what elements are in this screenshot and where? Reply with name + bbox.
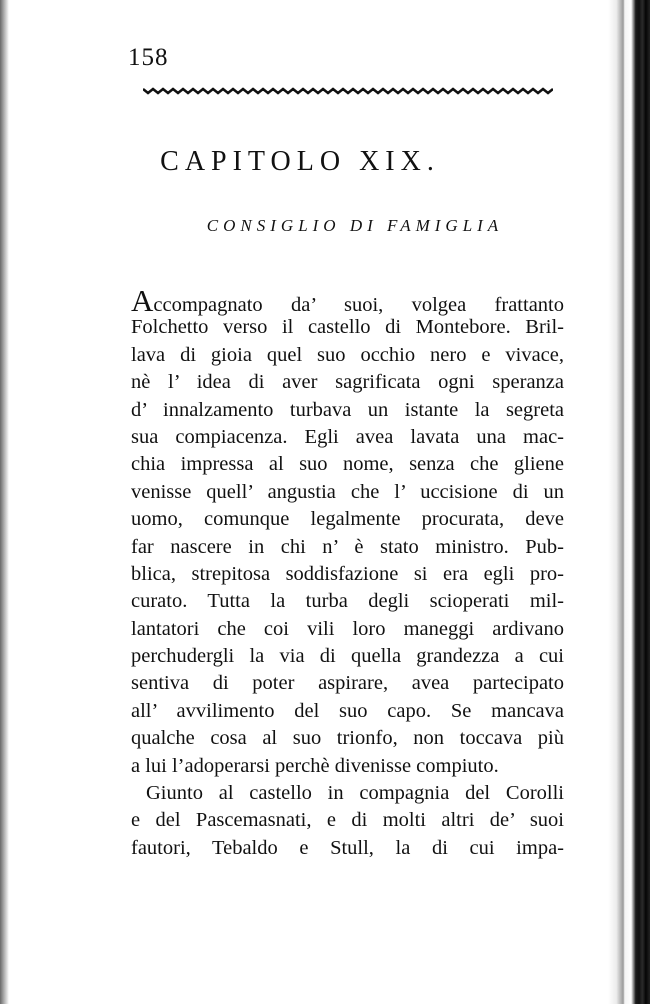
- text-line: sentiva di poter aspirare, avea partecipato: [131, 672, 564, 695]
- initial-letter: A: [131, 283, 154, 318]
- text-line: uomo, comunque legalmente procurata, deve: [131, 508, 564, 531]
- text-line: Accompagnato da’ suoi, volgea frattanto: [131, 283, 564, 318]
- text-line: Giunto al castello in compagnia del Corolli: [146, 782, 564, 805]
- text-line: qualche cosa al suo trionfo, non toccava più: [131, 727, 564, 750]
- chapter-heading: CAPITOLO XIX.: [160, 146, 440, 177]
- text-line: lava di gioia quel suo occhio nero e vivace,: [131, 343, 564, 366]
- text-line: blica, strepitosa soddisfazione si era egli pro-: [131, 562, 564, 585]
- page-number: 158: [128, 44, 169, 71]
- text-line: fautori, Tebaldo e Stull, la di cui impa-: [131, 836, 564, 859]
- text-line: nè l’ idea di aver sagrificata ogni speranza: [131, 371, 564, 394]
- text-line: sua compiacenza. Egli avea lavata una mac-: [131, 425, 564, 448]
- text-line: chia impressa al suo nome, senza che gliene: [131, 453, 564, 476]
- text-line: d’ innalzamento turbava un istante la segreta: [131, 398, 564, 421]
- text-line: venisse quell’ angustia che l’ uccisione di un: [131, 480, 564, 503]
- text-line: perchudergli la via di quella grandezza a cui: [131, 645, 564, 668]
- text-line: Folchetto verso il castello di Montebore. Bril-: [131, 316, 564, 339]
- text-line: lantatori che coi vili loro maneggi ardivano: [131, 617, 564, 640]
- text-line: far nascere in chi n’ è stato ministro. Pub-: [131, 535, 564, 558]
- chapter-subtitle: CONSIGLIO DI FAMIGLIA: [206, 216, 504, 235]
- ornamental-rule: [143, 84, 553, 98]
- text-line: a lui l’adoperarsi perchè divenisse compiuto.: [131, 754, 499, 777]
- page-outer-edge: [608, 0, 650, 1004]
- text-line: e del Pascemasnati, e di molti altri de’ suoi: [131, 809, 564, 832]
- text-line: curato. Tutta la turba degli scioperati mil-: [131, 590, 564, 613]
- body-text: [131, 283, 564, 862]
- text-line: all’ avvilimento del suo capo. Se mancava: [131, 699, 564, 722]
